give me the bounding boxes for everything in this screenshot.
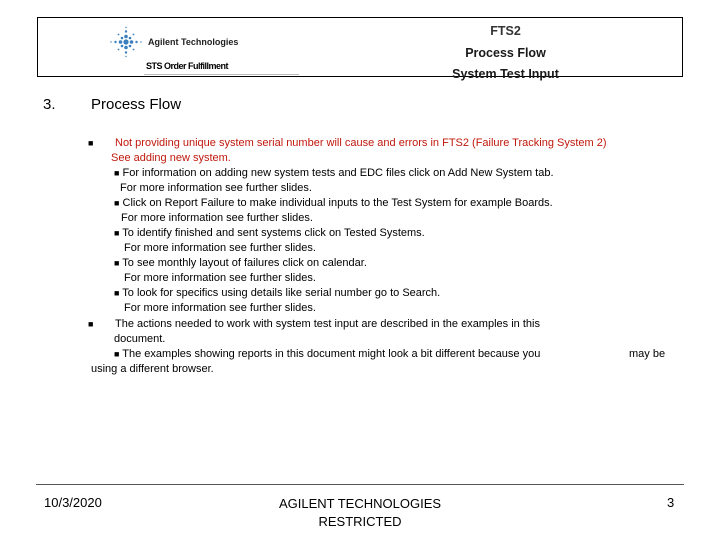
bullet-square-icon: ■ <box>114 168 120 178</box>
bullet-square-icon: ■ <box>114 349 120 359</box>
body-line-8: For more information see further slides. <box>124 242 316 254</box>
bullet-square-icon: ■ <box>114 228 120 238</box>
section-number: 3. <box>43 96 56 113</box>
body-line-1: Not providing unique system serial number will cause and errors in FTS2 (Failure Tracking System 2) <box>115 137 607 149</box>
body-line-3 <box>114 166 554 181</box>
body-line-6: For more information see further slides. <box>121 212 313 224</box>
footer-company <box>260 495 460 531</box>
body-line-12: For more information see further slides. <box>124 302 316 314</box>
line-text: To identify finished and sent systems click on Tested Systems. <box>122 227 425 239</box>
header-subtitle: STS Order Fulfillment <box>146 61 229 71</box>
bullet-square-icon: ■ <box>114 198 120 208</box>
title-line-1: FTS2 <box>490 24 521 38</box>
body-line-17: using a different browser. <box>91 363 214 375</box>
line-text: For information on adding new system tests and EDC files click on Add New System tab. <box>122 167 554 179</box>
section-title: Process Flow <box>91 96 182 113</box>
body-line-4: For more information see further slides. <box>120 182 312 194</box>
header-box <box>37 17 683 81</box>
bullet-2 <box>88 317 93 332</box>
body-line-13: The actions needed to work with system test input are described in the examples in this <box>115 318 540 330</box>
title-line-3: System Test Input <box>452 67 559 81</box>
body-line-5 <box>114 196 553 211</box>
bullet-square-icon: ■ <box>88 319 94 329</box>
line-text: To look for specifics using details like serial number go to Search. <box>122 287 441 299</box>
footer-date: 10/3/2020 <box>44 495 102 510</box>
logo-wordmark: Agilent Technologies <box>148 37 239 47</box>
body-line-15 <box>114 347 540 362</box>
line-text: The examples showing reports in this document might look a bit different because you <box>122 348 541 360</box>
body-line-11 <box>114 286 440 301</box>
bullet-square-icon: ■ <box>88 138 94 148</box>
body-line-9 <box>114 256 367 271</box>
bullet-square-icon: ■ <box>114 288 120 298</box>
body-line-2: See adding new system. <box>111 152 231 164</box>
body-line-7 <box>114 226 425 241</box>
line-text: To see monthly layout of failures click on calendar. <box>122 257 367 269</box>
body-line-10: For more information see further slides. <box>124 272 316 284</box>
bullet-square-icon: ■ <box>114 258 120 268</box>
footer-divider <box>36 484 684 485</box>
body-line-16: may be <box>629 348 666 360</box>
title-line-2: Process Flow <box>465 45 546 60</box>
line-text: Click on Report Failure to make individual inputs to the Test System for example Boards. <box>122 197 553 209</box>
page-number: 3 <box>667 495 675 510</box>
body-line-14: document. <box>114 333 166 345</box>
subtitle-underline <box>144 74 299 75</box>
document-title <box>393 21 618 86</box>
footer-company-line-1: AGILENT TECHNOLOGIES <box>278 496 442 511</box>
footer-company-line-2: RESTRICTED <box>318 514 402 529</box>
bullet-1 <box>88 136 93 151</box>
